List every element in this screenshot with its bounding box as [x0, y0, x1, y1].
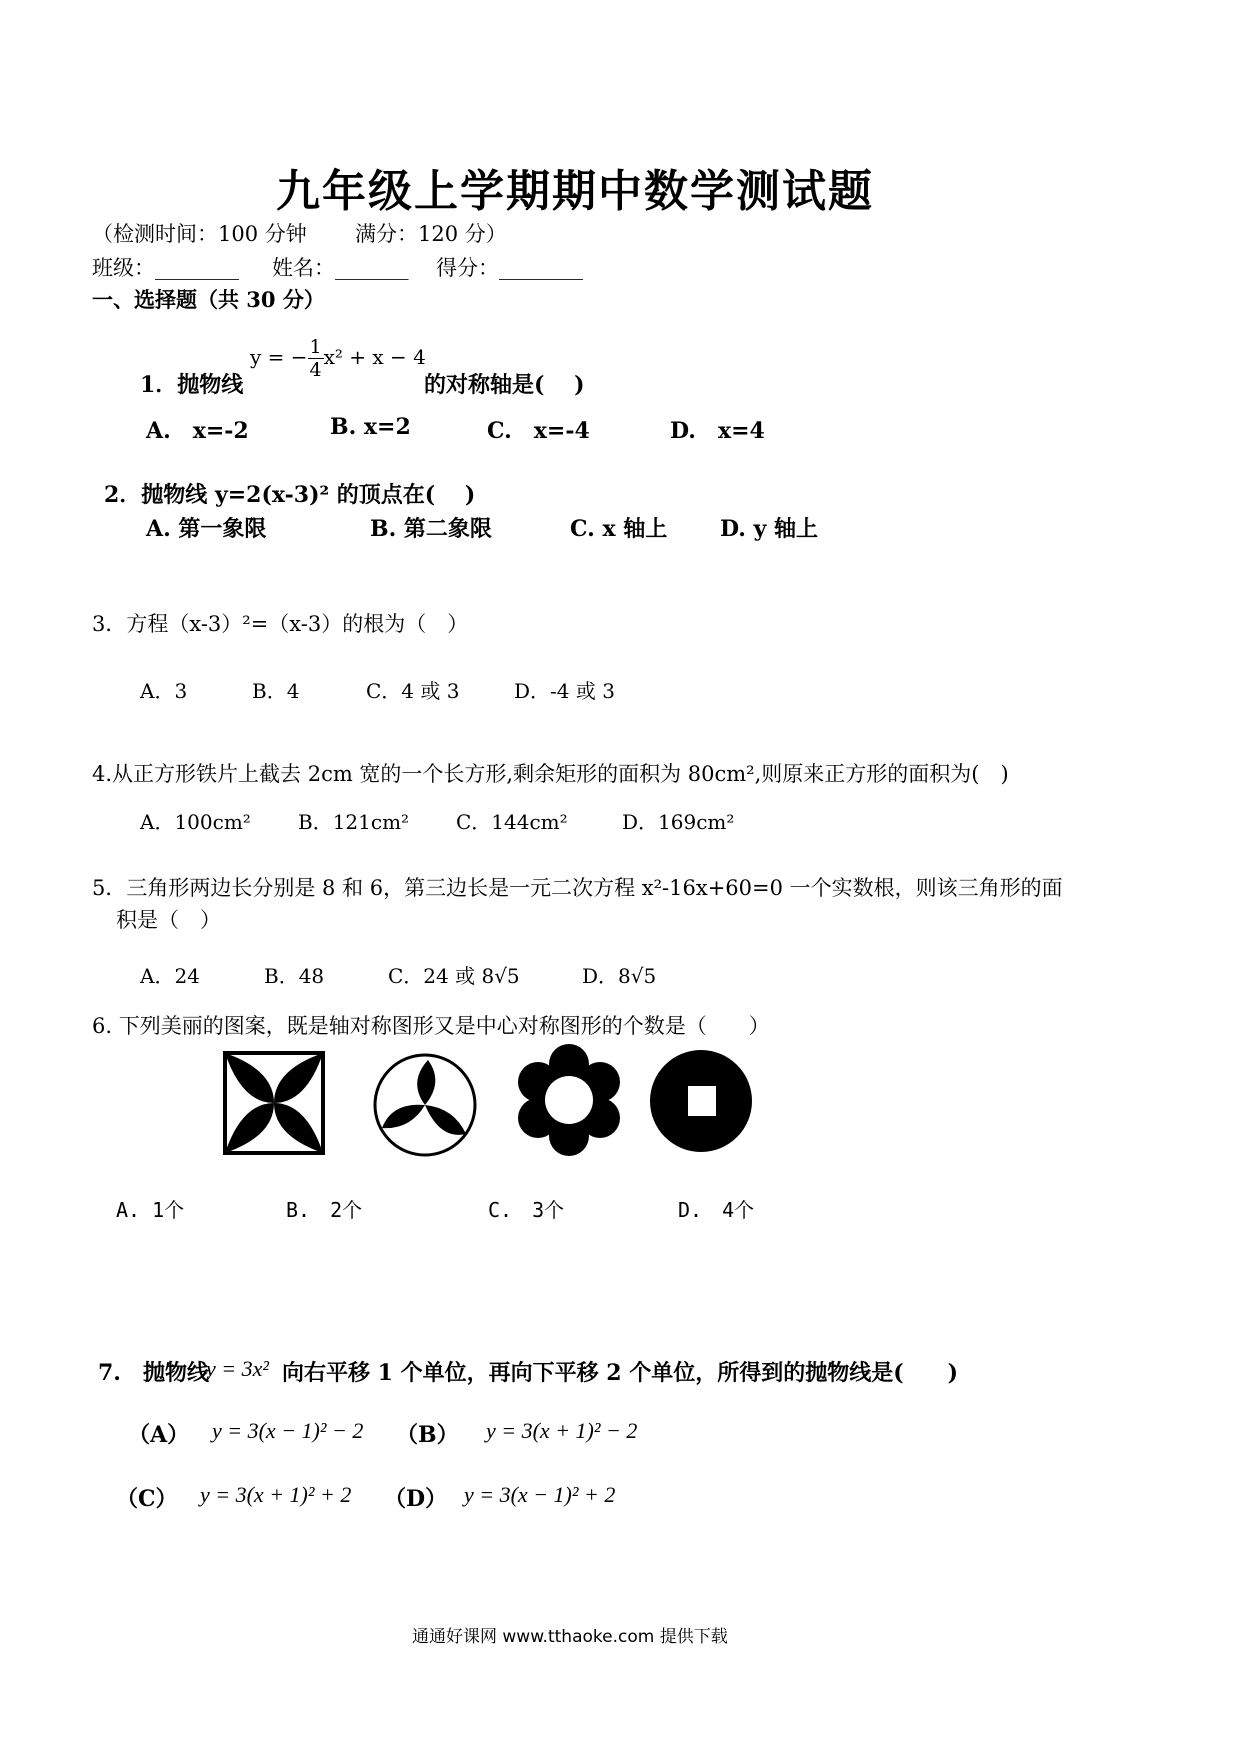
q3-option-c: C．4 或 3 [366, 679, 460, 703]
footer-credit: 通通好课网 www.tthaoke.com 提供下载 [412, 1627, 728, 1647]
figure-square-petals [222, 1050, 326, 1156]
q1-fraction [308, 336, 324, 381]
q6-option-d: D. 4个 [678, 1198, 755, 1222]
q2-option-d: D. y 轴上 [720, 516, 819, 542]
q3-option-a: A．3 [140, 679, 188, 703]
q2-option-b: B. 第二象限 [370, 516, 492, 542]
q1-option-b: B. x=2 [330, 414, 411, 440]
exam-total-score: 满分：120 分） [355, 222, 507, 246]
q2-text: 2．抛物线 y=2(x-3)² 的顶点在( ) [104, 482, 476, 508]
q7-option-b-label: （B） [396, 1422, 459, 1448]
q4-text: 4.从正方形铁片上截去 2cm 宽的一个长方形,剩余矩形的面积为 80cm²,则原来正方形的面积为( ) [92, 762, 1009, 786]
q5-option-b: B．48 [264, 964, 325, 988]
q1-option-c: C. x=-4 [487, 418, 590, 444]
q7-option-a-formula: y = 3(x − 1)² − 2 [212, 1418, 364, 1443]
q4-option-c: C．144cm² [456, 810, 568, 834]
figure-coin [648, 1048, 754, 1154]
q6-option-b: B. 2个 [286, 1198, 363, 1222]
section-heading: 一、选择题（共 30 分） [92, 287, 325, 312]
q4-option-a: A．100cm² [140, 810, 251, 834]
q6-text: 6. 下列美丽的图案，既是轴对称图形又是中心对称图形的个数是（ ） [92, 1014, 770, 1038]
q7-formula: y = 3x² [206, 1356, 269, 1381]
q1-frac-num: 1 [309, 336, 322, 358]
q7-option-a-label: （A） [128, 1422, 190, 1448]
q5-text-line1: 5．三角形两边长分别是 8 和 6，第三边长是一元二次方程 x²-16x+60=0 一个实数根，则该三角形的面 [92, 876, 1063, 900]
q1-formula-post: x² + x − 4 [323, 345, 426, 369]
q2-option-a: A. 第一象限 [146, 516, 267, 542]
exam-time: （检测时间：100 分钟 [92, 222, 307, 246]
q3-text: 3．方程（x-3）²=（x-3）的根为（ ） [92, 612, 469, 636]
name-field: 姓名：_______ [272, 256, 409, 280]
q3-option-d: D．-4 或 3 [514, 679, 615, 703]
q7-option-b-formula: y = 3(x + 1)² − 2 [486, 1418, 638, 1443]
q7-option-d-label: （D） [384, 1486, 448, 1512]
q7-option-c-label: （C） [116, 1486, 178, 1512]
q2-option-c: C. x 轴上 [570, 516, 668, 542]
q1-option-a: A. x=-2 [146, 418, 249, 444]
figure-circle-trefoil [370, 1052, 480, 1158]
figure-flower [514, 1042, 624, 1158]
q4-option-b: B．121cm² [298, 810, 410, 834]
q1-prefix: 1．抛物线 [140, 372, 244, 398]
class-field: 班级：________ [92, 256, 239, 280]
q6-option-a: A. 1个 [116, 1198, 185, 1222]
q5-option-c: C．24 或 8√5 [388, 964, 520, 988]
score-field: 得分：________ [436, 256, 583, 280]
q1-option-d: D. x=4 [670, 418, 765, 444]
q7-prefix: 7. 抛物线 [98, 1360, 209, 1386]
q1-formula-pre: y = − [250, 345, 308, 369]
q7-option-c-formula: y = 3(x + 1)² + 2 [200, 1482, 352, 1507]
q5-option-a: A．24 [140, 964, 200, 988]
q1-frac-den: 4 [309, 359, 322, 381]
q3-option-b: B．4 [252, 679, 300, 703]
q7-suffix: 向右平移 1 个单位，再向下平移 2 个单位，所得到的抛物线是( ) [282, 1360, 959, 1386]
q7-option-d-formula: y = 3(x − 1)² + 2 [464, 1482, 616, 1507]
q1-suffix: 的对称轴是( ) [424, 372, 585, 398]
q5-option-d: D．8√5 [582, 964, 657, 988]
q1-formula [250, 336, 426, 381]
page-title: 九年级上学期期中数学测试题 [276, 166, 874, 217]
q6-option-c: C. 3个 [488, 1198, 565, 1222]
q4-option-d: D．169cm² [622, 810, 735, 834]
q5-text-line2: 积是（ ） [116, 908, 221, 932]
